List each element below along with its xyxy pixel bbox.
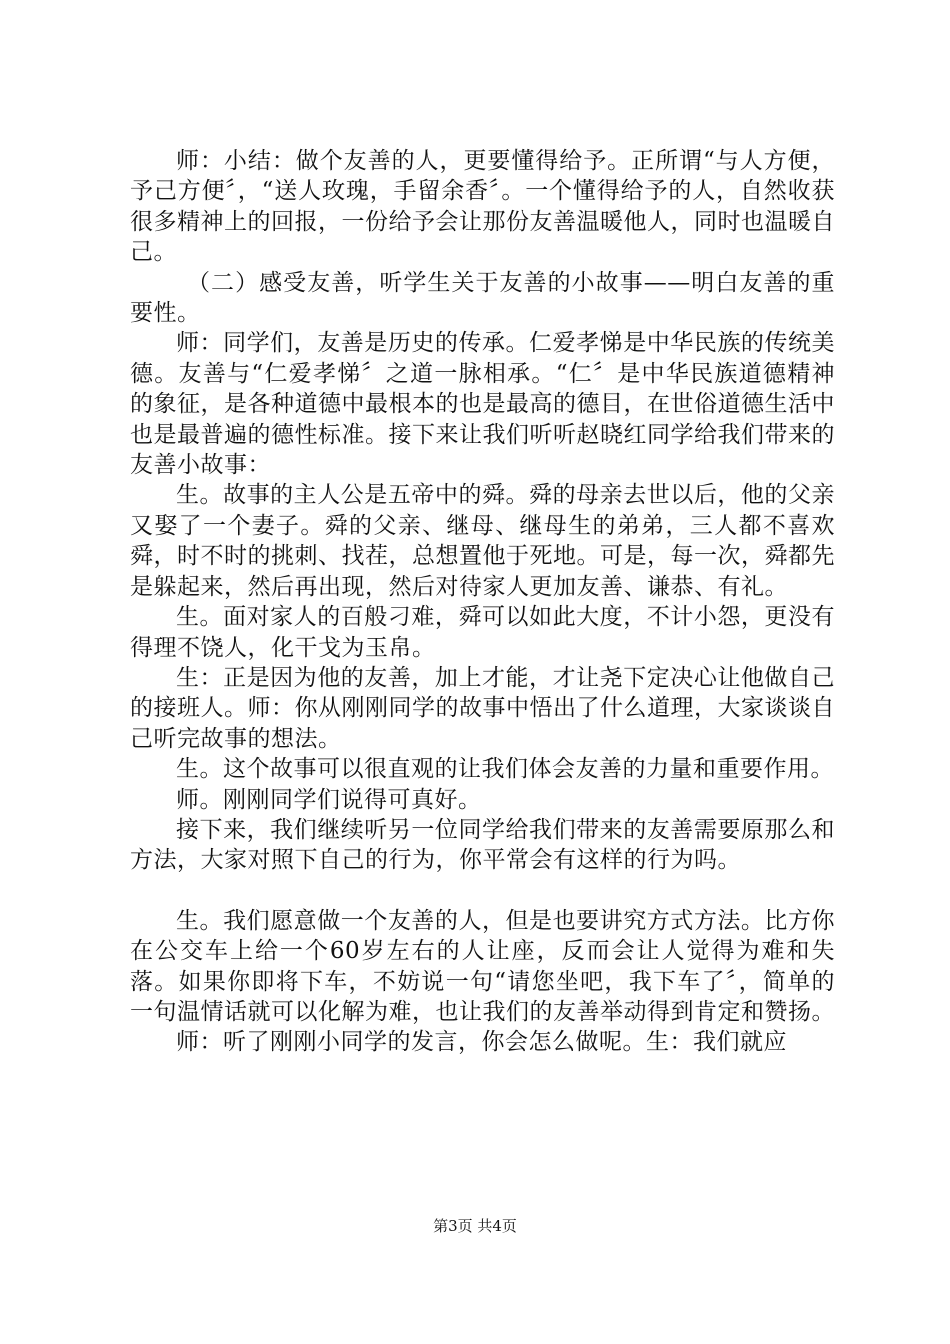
page-number-footer: 第3页 共4页 [433,1217,517,1235]
paragraph-teacher-question: 师：听了刚刚小同学的发言，你会怎么做呢。生：我们就应 [176,1029,787,1056]
paragraph-next-story: 接下来，我们继续听另一位同学给我们带来的友善需要原那么和方法，大家对照下自己的行为，你平常会有这样的行为吗。 [130,816,835,874]
paragraph-student-successor: 生：正是因为他的友善，加上才能，才让尧下定决心让他做自己的接班人。师：你从刚刚同学的故事中悟出了什么道理，大家谈谈自己听完故事的想法。 [130,664,835,752]
paragraph-student-story: 生。故事的主人公是五帝中的舜。舜的母亲去世以后，他的父亲又娶了一个妻子。舜的父亲、继母、继母生的弟弟，三人都不喜欢舜，时不时的挑刺、找茬，总想置他于死地。可是，每一次，舜都先是躲起来，然后再出现，然后对待家人更加友善、谦恭、有礼。 [130,482,835,600]
paragraph-student-method: 生。我们愿意做一个友善的人，但是也要讲究方式方法。比方你在公交车上给一个60岁左右的人让座，反而会让人觉得为难和失落。如果你即将下车，不妨说一句“请您坐吧，我下车了〞，简单的一句温情话就可以化解为难，也让我们的友善举动得到肯定和赞扬。 [130,907,835,1025]
paragraph-teacher-summary: 师：小结：做个友善的人，更要懂得给予。正所谓“与人方便，予己方便〞，“送人玫瑰，手留余香〞。一个懂得给予的人，自然收获很多精神上的回报，一份给予会让那份友善温暖他人，同时也温暖自己。 [130,148,835,266]
paragraph-student-reflection: 生。这个故事可以很直观的让我们体会友善的力量和重要作用。 [176,756,834,783]
paragraph-student-comment: 生。面对家人的百般刁难，舜可以如此大度，不计小怨，更没有得理不饶人，化干戈为玉帛。 [130,604,835,661]
paragraph-teacher-intro: 师：同学们，友善是历史的传承。仁爱孝悌是中华民族的传统美德。友善与“仁爱孝悌〞之道一脉相承。“仁〞是中华民族道德精神的象征，是各种道德中最根本的也是最高的德目，在世俗道德生活中也是最普遍的德性标准。接下来让我们听听赵晓红同学给我们带来的友善小故事： [130,330,835,479]
document-body [130,146,835,1058]
paragraph-teacher-praise: 师。刚刚同学们说得可真好。 [176,786,482,813]
paragraph-section-heading: （二）感受友善，听学生关于友善的小故事——明白友善的重要性。 [130,269,835,327]
